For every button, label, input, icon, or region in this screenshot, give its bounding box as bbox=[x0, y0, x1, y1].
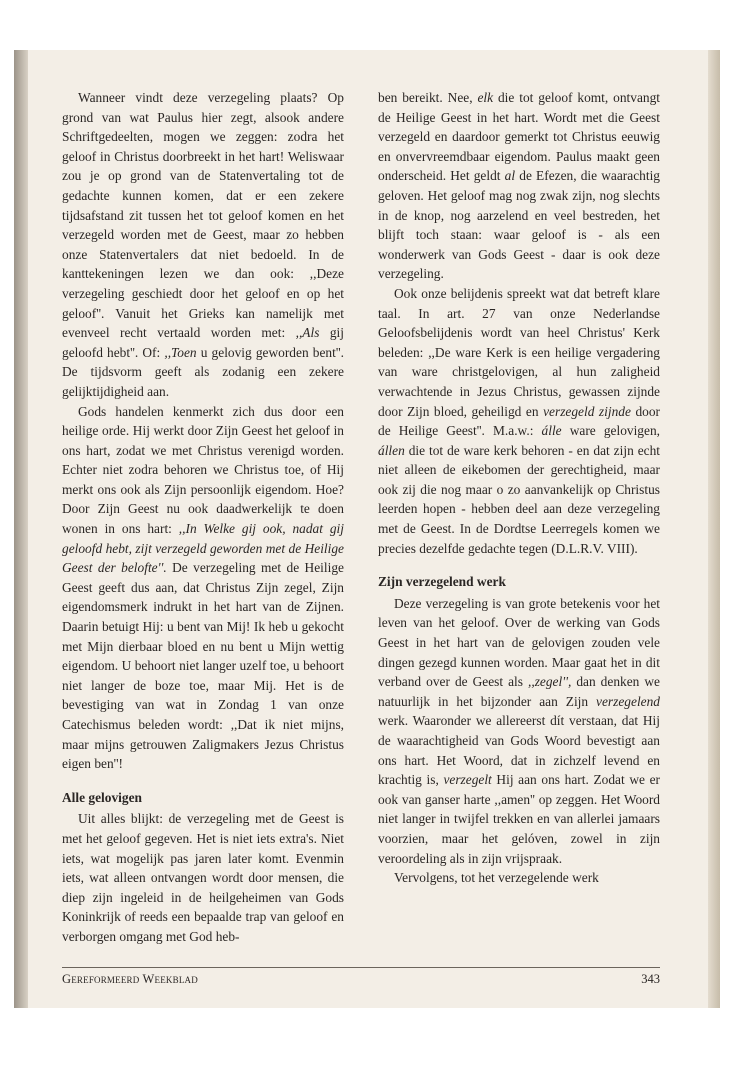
text-run: dan denken we natuurlijk in het bijzonder aan Zijn bbox=[378, 674, 660, 709]
emphasis: álle bbox=[541, 423, 562, 439]
text-run: gij geloofd hebt''. Of: bbox=[62, 325, 344, 360]
section-heading-alle-gelovigen: Alle gelovigen bbox=[62, 789, 142, 805]
left-paragraph-3: Uit alles blijkt: de verzegeling met de Geest is met het geloof gegeven. Het is niet iets extra's. Niet iets, wat mogelijk pas jaren later komt. Evenmin iets, wat alleen ontvangen wordt door mensen, die diep zijn ingeleid in de heilgeheimen van Gods Koninkrijk of reeds een bepaalde trap van geloof en verborgen omgang met God heb- bbox=[62, 811, 344, 944]
text-run: Hij aan ons hart. Zodat we er ook van ganser harte ,,amen'' op zeggen. Het Woord niet langer in twijfel trekken en van allerlei jamaars voorzien, maar het gelóven, zowel in zijn veroordeling als in zijn vrijspraak. bbox=[378, 772, 660, 866]
emphasis: ,,In Welke gij ook, nadat gij geloofd hebt, zijt verzegeld geworden met de Heilige Geest der belofte''. bbox=[62, 521, 344, 576]
right-paragraph-1 bbox=[378, 88, 660, 284]
left-column bbox=[62, 88, 344, 947]
text-run: werk. Waaronder we allereerst dít verstaan, dat Hij de waarachtigheid van Gods Woord bevestigt aan ons hart. Het Woord, dat in zichzelf levend en krachtig is, bbox=[378, 713, 660, 788]
left-paragraph-1 bbox=[62, 88, 344, 402]
emphasis: al bbox=[504, 168, 516, 184]
text-run: die tot geloof komt, ontvangt de Heilige Geest in het hart. Wordt met die Geest verzegeld en daardoor gemerkt tot Christus eeuwig en onvervreemdbaar eigendom. Paulus maakt geen onderscheid. Het geldt bbox=[378, 90, 660, 184]
right-paragraph-4: Vervolgens, tot het verzegelende werk bbox=[394, 870, 599, 886]
footer-rule bbox=[62, 967, 660, 968]
page-edge bbox=[708, 50, 720, 1008]
text-run: De verzegeling met de Heilige Geest geeft dus aan, dat Christus Zijn zegel, Zijn eigendomsmerk indrukt in het hart van de Zijnen. Daarin betuigt Hij: u bent van Mij! Ik heb u gekocht met Mijn dierbaar bloed en nu bent u Mijn wettig eigendom. U behoort niet langer uzelf toe, u behoort niet langer de boze toe, maar Mij. Het is de bevestiging van wat in Zondag 1 van onze Catechismus beleden wordt: ,,Dat ik niet mijns, maar mijns getrouwen Zaligmakers Jezus Christus eigen ben''! bbox=[62, 560, 344, 772]
emphasis: ,,Als bbox=[295, 325, 320, 341]
emphasis: ,,Toen bbox=[164, 344, 197, 360]
publication-name: Gereformeerd Weekblad bbox=[62, 972, 198, 986]
emphasis: állen bbox=[378, 442, 405, 458]
text-run: Gods handelen kenmerkt zich dus door een heilige orde. Hij werkt door Zijn Geest het geloof in ons hart, zodat we met Christus verenigd worden. Echter niet zodra behoren we Christus toe, of Hij merkt ons ook als Zijn persoonlijk eigendom. Hoe? Door Zijn Geest nu ook daadwerkelijk te doen wonen in ons hart: bbox=[62, 403, 344, 537]
page-number: 343 bbox=[641, 972, 660, 986]
book-spine-shadow bbox=[14, 50, 28, 1008]
emphasis: verzegelt bbox=[443, 772, 492, 788]
section-heading-zijn-verzegelend-werk: Zijn verzegelend werk bbox=[378, 574, 506, 590]
text-run: ben bereikt. Nee, bbox=[378, 90, 478, 105]
right-column bbox=[378, 88, 660, 888]
emphasis: verzegelend bbox=[596, 693, 660, 709]
text-run: Ook onze belijdenis spreekt wat dat betreft klare taal. In art. 27 van onze Nederlandse Geloofsbelijdenis wordt van heel Christus' Kerk beleden: ,,De ware Kerk is een heilige vergadering van ware christgelovigen, al hun zaligheid verwachtende in Jezus Christus, gewassen zijnde door Zijn bloed, geheiligd en bbox=[378, 285, 660, 419]
text-run: u gelovig geworden bent''. De tijdsvorm geeft als zodanig een zekere gelijktijdigheid aan. bbox=[62, 344, 344, 399]
text-run: die tot de ware kerk behoren - en dat zijn echt niet alleen de eikebomen der gerechtigheid, maar ook zij die nog maar o zo aanvankelijk op Christus leerden hopen - hebben deel aan deze verzegeling met de Geest. In de Dordtse Leerregels komen we precies dezelfde gedachte tegen (D.L.R.V. VIII). bbox=[378, 442, 660, 556]
emphasis: verzegeld zijnde bbox=[543, 403, 631, 419]
text-run: Deze verzegeling is van grote betekenis voor het leven van het geloof. Over de werking van Gods Geest in het hart van de gelovigen zouden vele dingen gezegd kunnen worden. Maar gaat het in dit verband over de Geest als bbox=[378, 595, 660, 690]
text-run: door de Heilige Geest''. M.a.w.: bbox=[378, 403, 660, 439]
right-paragraph-2 bbox=[378, 284, 660, 558]
emphasis: elk bbox=[477, 90, 494, 105]
right-paragraph-3 bbox=[378, 594, 660, 868]
text-run: Wanneer vindt deze verzegeling plaats? Op grond van wat Paulus hier zegt, alsook andere Schriftgedeelten, mogen we zeggen: zodra het geloof in Christus doorbreekt in het hart! Weliswaar zou je op grond van de Statenvertaling tot de gedachte kunnen komen, dat er een zekere tijdsafstand zit tussen het tot geloof komen en het verzegeld worden met de Geest, maar zo hebben onze Statenvertalers dat niet bedoeld. In de kanttekeningen lezen we dan ook: ,,Deze verzegeling geschiedt door het geloof en op het geloof''. Vanuit het Grieks kan namelijk met evenveel recht vertaald worden met: bbox=[62, 90, 344, 341]
left-paragraph-2 bbox=[62, 402, 344, 774]
page bbox=[14, 50, 720, 1008]
emphasis: ,,zegel'', bbox=[528, 674, 572, 690]
text-run: de Efezen, die waarachtig geloven. Het geloof mag nog zwak zijn, nog slechts in de knop, nog aarzelend en veel bestreden, het blijft toch staan: waar geloof is - als een wonderwerk van Gods Geest - daar is ook deze verzegeling. bbox=[378, 168, 660, 282]
text-run: ware gelovigen, bbox=[561, 423, 660, 439]
